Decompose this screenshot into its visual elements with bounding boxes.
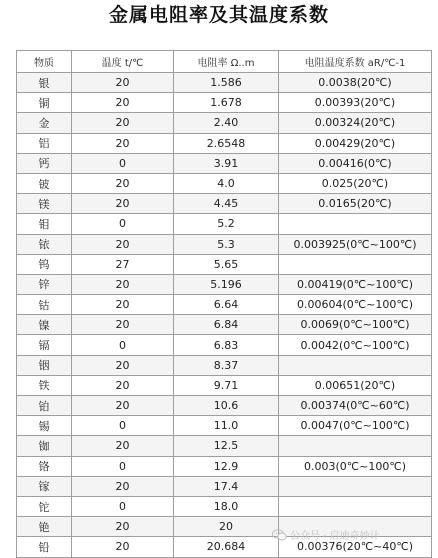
cell-substance: 铍: [17, 173, 72, 193]
cell-temp-coefficient: 0.0069(0℃~100℃): [279, 315, 432, 335]
table-row: [17, 113, 432, 133]
cell-resistivity: 6.83: [174, 335, 279, 355]
resistivity-table: [16, 50, 432, 558]
wechat-icon: [272, 529, 287, 541]
cell-resistivity: 1.586: [174, 73, 279, 93]
cell-substance: 铝: [17, 133, 72, 153]
cell-temperature: 20: [72, 355, 174, 375]
cell-substance: 铟: [17, 355, 72, 375]
cell-temp-coefficient: 0.025(20℃): [279, 173, 432, 193]
table-row: [17, 456, 432, 476]
watermark: [272, 527, 380, 542]
table-row: [17, 315, 432, 335]
cell-temperature: 20: [72, 133, 174, 153]
cell-resistivity: 6.64: [174, 295, 279, 315]
table-header-row: [17, 51, 432, 73]
cell-temp-coefficient: [279, 476, 432, 496]
cell-resistivity: 5.196: [174, 274, 279, 294]
cell-substance: 金: [17, 113, 72, 133]
cell-temperature: 0: [72, 214, 174, 234]
cell-temperature: 20: [72, 476, 174, 496]
cell-temp-coefficient: 0.0165(20℃): [279, 194, 432, 214]
cell-temp-coefficient: 0.00376(20℃~40℃): [279, 537, 432, 557]
table-row: [17, 214, 432, 234]
table-body: [17, 73, 432, 558]
cell-temperature: 0: [72, 416, 174, 436]
cell-substance: 铯: [17, 517, 72, 537]
cell-substance: 钙: [17, 153, 72, 173]
cell-resistivity: 5.3: [174, 234, 279, 254]
header-temp-coefficient: 电阻温度系数 aR/℃-1: [279, 51, 432, 73]
page-title: 金属电阻率及其温度系数: [108, 4, 329, 26]
cell-substance: 铱: [17, 234, 72, 254]
table-row: [17, 93, 432, 113]
cell-temp-coefficient: 0.00416(0℃): [279, 153, 432, 173]
cell-substance: 镉: [17, 335, 72, 355]
cell-temperature: 20: [72, 73, 174, 93]
table-row: [17, 396, 432, 416]
cell-temp-coefficient: 0.0038(20℃): [279, 73, 432, 93]
cell-temp-coefficient: 0.0042(0℃~100℃): [279, 335, 432, 355]
header-temperature: 温度 t/℃: [72, 51, 174, 73]
cell-substance: 铂: [17, 396, 72, 416]
cell-resistivity: 18.0: [174, 496, 279, 516]
cell-temperature: 0: [72, 335, 174, 355]
cell-temperature: 20: [72, 315, 174, 335]
cell-resistivity: 4.0: [174, 173, 279, 193]
table-row: [17, 153, 432, 173]
cell-substance: 铊: [17, 496, 72, 516]
cell-resistivity: 1.678: [174, 93, 279, 113]
table-row: [17, 234, 432, 254]
cell-temperature: 0: [72, 153, 174, 173]
header-substance: 物质: [17, 51, 72, 73]
cell-temp-coefficient: 0.00393(20℃): [279, 93, 432, 113]
cell-temp-coefficient: [279, 436, 432, 456]
cell-temp-coefficient: 0.00419(0℃~100℃): [279, 274, 432, 294]
cell-temp-coefficient: 0.00429(20℃): [279, 133, 432, 153]
cell-substance: 铅: [17, 537, 72, 557]
cell-temperature: 20: [72, 194, 174, 214]
table-row: [17, 476, 432, 496]
cell-temp-coefficient: [279, 355, 432, 375]
cell-substance: 钴: [17, 295, 72, 315]
cell-substance: 镁: [17, 194, 72, 214]
cell-substance: 铷: [17, 436, 72, 456]
cell-resistivity: 12.5: [174, 436, 279, 456]
cell-temp-coefficient: [279, 214, 432, 234]
cell-substance: 铬: [17, 456, 72, 476]
cell-temperature: 20: [72, 234, 174, 254]
cell-temp-coefficient: 0.00651(20℃): [279, 375, 432, 395]
cell-resistivity: 2.40: [174, 113, 279, 133]
cell-temperature: 20: [72, 436, 174, 456]
table-row: [17, 496, 432, 516]
table-row: [17, 375, 432, 395]
table-row: [17, 274, 432, 294]
cell-temp-coefficient: 0.003(0℃~100℃): [279, 456, 432, 476]
cell-resistivity: 8.37: [174, 355, 279, 375]
table-row: [17, 194, 432, 214]
cell-resistivity: 5.65: [174, 254, 279, 274]
cell-temperature: 20: [72, 517, 174, 537]
table-row: [17, 73, 432, 93]
cell-temp-coefficient: [279, 496, 432, 516]
table-row: [17, 295, 432, 315]
watermark-text: 公众号 · 启迪奇妙计: [290, 531, 380, 542]
cell-substance: 锡: [17, 416, 72, 436]
cell-resistivity: 3.91: [174, 153, 279, 173]
cell-substance: 锌: [17, 274, 72, 294]
cell-resistivity: 4.45: [174, 194, 279, 214]
cell-temperature: 0: [72, 496, 174, 516]
cell-temperature: 27: [72, 254, 174, 274]
cell-substance: 镍: [17, 315, 72, 335]
cell-resistivity: 12.9: [174, 456, 279, 476]
cell-substance: 镓: [17, 476, 72, 496]
cell-resistivity: 20.684: [174, 537, 279, 557]
cell-resistivity: 9.71: [174, 375, 279, 395]
cell-temperature: 20: [72, 396, 174, 416]
cell-temperature: 20: [72, 173, 174, 193]
table-row: [17, 254, 432, 274]
table-row: [17, 133, 432, 153]
cell-temp-coefficient: 0.003925(0℃~100℃): [279, 234, 432, 254]
cell-temperature: 20: [72, 93, 174, 113]
cell-substance: 银: [17, 73, 72, 93]
cell-temp-coefficient: 0.0047(0℃~100℃): [279, 416, 432, 436]
header-resistivity: 电阻率 Ω..m: [174, 51, 279, 73]
cell-resistivity: 6.84: [174, 315, 279, 335]
cell-resistivity: 11.0: [174, 416, 279, 436]
cell-temp-coefficient: 0.00374(0℃~60℃): [279, 396, 432, 416]
cell-temperature: 0: [72, 456, 174, 476]
table-row: [17, 436, 432, 456]
cell-substance: 钼: [17, 214, 72, 234]
cell-resistivity: 5.2: [174, 214, 279, 234]
table-row: [17, 173, 432, 193]
cell-temperature: 20: [72, 537, 174, 557]
cell-substance: 铁: [17, 375, 72, 395]
table-row: [17, 416, 432, 436]
cell-temp-coefficient: [279, 254, 432, 274]
cell-resistivity: 2.6548: [174, 133, 279, 153]
table-container: [16, 50, 431, 558]
cell-resistivity: 17.4: [174, 476, 279, 496]
cell-temperature: 20: [72, 274, 174, 294]
table-row: [17, 355, 432, 375]
cell-temp-coefficient: 0.00324(20℃): [279, 113, 432, 133]
cell-temp-coefficient: 0.00604(0℃~100℃): [279, 295, 432, 315]
cell-resistivity: 20: [174, 517, 279, 537]
cell-temperature: 20: [72, 295, 174, 315]
cell-temperature: 20: [72, 113, 174, 133]
cell-substance: 铜: [17, 93, 72, 113]
cell-temperature: 20: [72, 375, 174, 395]
cell-substance: 钨: [17, 254, 72, 274]
table-row: [17, 335, 432, 355]
cell-resistivity: 10.6: [174, 396, 279, 416]
